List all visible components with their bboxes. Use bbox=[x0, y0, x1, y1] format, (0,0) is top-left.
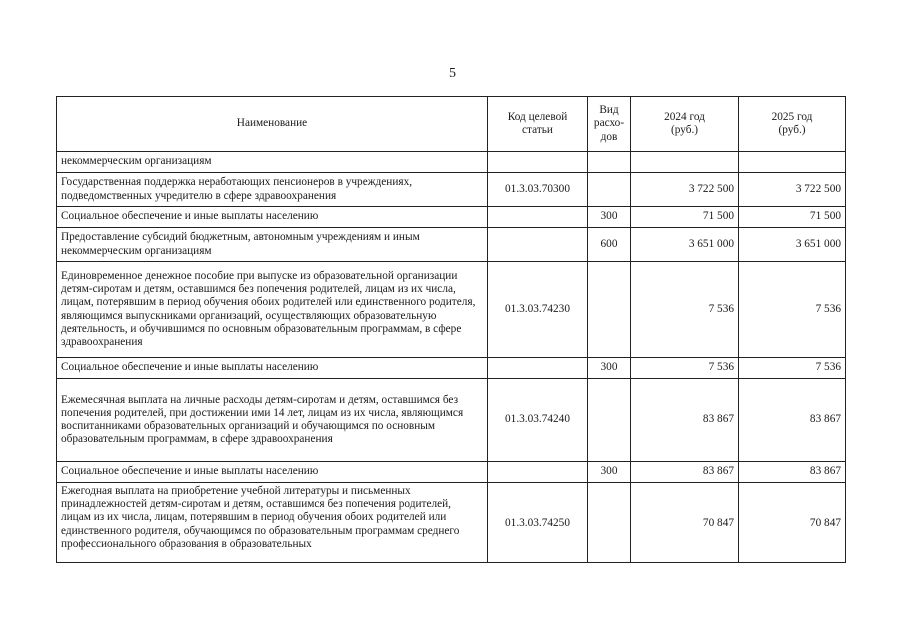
table-row bbox=[57, 262, 846, 358]
cell-code: 01.3.03.74230 bbox=[488, 262, 588, 358]
cell-vid bbox=[588, 152, 631, 173]
cell-code: 01.3.03.70300 bbox=[488, 173, 588, 207]
cell-name: Социальное обеспечение и иные выплаты населению bbox=[57, 358, 488, 379]
table-row bbox=[57, 152, 846, 173]
cell-code: 01.3.03.74250 bbox=[488, 483, 588, 563]
cell-code bbox=[488, 152, 588, 173]
cell-code bbox=[488, 207, 588, 228]
table-row bbox=[57, 173, 846, 207]
header-name: Наименование bbox=[57, 97, 488, 152]
cell-name: Ежегодная выплата на приобретение учебной литературы и письменных принадлежностей детям-сиротам и детям, оставшимся без попечения родителей, лицам из их числа, лицам, потерявшим в период обучения обоих родителей или единственного родителя, обучающимся по образовательным программам среднего профессионального образования в образовательных bbox=[57, 483, 488, 563]
cell-vid: 600 bbox=[588, 228, 631, 262]
cell-2024: 83 867 bbox=[631, 462, 739, 483]
cell-name: Государственная поддержка неработающих пенсионеров в учреждениях, подведомственных учредителю в сфере здравоохранения bbox=[57, 173, 488, 207]
cell-vid: 300 bbox=[588, 462, 631, 483]
cell-vid bbox=[588, 379, 631, 462]
cell-2025: 71 500 bbox=[739, 207, 846, 228]
cell-2024: 3 651 000 bbox=[631, 228, 739, 262]
table-row bbox=[57, 228, 846, 262]
cell-2025: 7 536 bbox=[739, 358, 846, 379]
cell-2024 bbox=[631, 152, 739, 173]
cell-2025: 83 867 bbox=[739, 379, 846, 462]
cell-code bbox=[488, 462, 588, 483]
cell-vid bbox=[588, 483, 631, 563]
header-vid: Вид расхо- дов bbox=[588, 97, 631, 152]
cell-name: некоммерческим организациям bbox=[57, 152, 488, 173]
header-year-2025: 2025 год (руб.) bbox=[739, 97, 846, 152]
cell-vid: 300 bbox=[588, 207, 631, 228]
cell-2024: 7 536 bbox=[631, 262, 739, 358]
cell-name: Социальное обеспечение и иные выплаты населению bbox=[57, 462, 488, 483]
cell-vid: 300 bbox=[588, 358, 631, 379]
table-row bbox=[57, 483, 846, 563]
table-row bbox=[57, 462, 846, 483]
cell-2025: 83 867 bbox=[739, 462, 846, 483]
cell-2025: 70 847 bbox=[739, 483, 846, 563]
cell-code: 01.3.03.74240 bbox=[488, 379, 588, 462]
cell-name: Предоставление субсидий бюджетным, автономным учреждениям и иным некоммерческим организациям bbox=[57, 228, 488, 262]
table-row bbox=[57, 358, 846, 379]
table-header-row bbox=[57, 97, 846, 152]
header-year-2024: 2024 год (руб.) bbox=[631, 97, 739, 152]
cell-2024: 71 500 bbox=[631, 207, 739, 228]
cell-vid bbox=[588, 173, 631, 207]
table-row bbox=[57, 207, 846, 228]
page-number: 5 bbox=[449, 66, 456, 81]
cell-2024: 83 867 bbox=[631, 379, 739, 462]
header-code: Код целевой статьи bbox=[488, 97, 588, 152]
cell-2024: 7 536 bbox=[631, 358, 739, 379]
cell-name: Социальное обеспечение и иные выплаты населению bbox=[57, 207, 488, 228]
cell-2024: 3 722 500 bbox=[631, 173, 739, 207]
cell-2025 bbox=[739, 152, 846, 173]
cell-2025: 7 536 bbox=[739, 262, 846, 358]
cell-2024: 70 847 bbox=[631, 483, 739, 563]
cell-name: Ежемесячная выплата на личные расходы детям-сиротам и детям, оставшимся без попечения родителей, при достижении ими 14 лет, лицам из их числа, являющимся воспитанниками образовательных организаций и обучающимся по основным образовательным программам, в сфере здравоохранения bbox=[57, 379, 488, 462]
cell-code bbox=[488, 228, 588, 262]
cell-vid bbox=[588, 262, 631, 358]
cell-2025: 3 722 500 bbox=[739, 173, 846, 207]
table-row bbox=[57, 379, 846, 462]
cell-2025: 3 651 000 bbox=[739, 228, 846, 262]
cell-code bbox=[488, 358, 588, 379]
cell-name: Единовременное денежное пособие при выпуске из образовательной организации детям-сиротам и детям, оставшимся без попечения родителей, лицам из их числа, лицам, потерявшим в период обучения обоих родителей или единственного родителя, являющимся выпускниками организаций, осуществляющих образовательную деятельность, и обучившимся по основным образовательным программам, в сфере здравоохранения bbox=[57, 262, 488, 358]
budget-table bbox=[56, 96, 846, 563]
